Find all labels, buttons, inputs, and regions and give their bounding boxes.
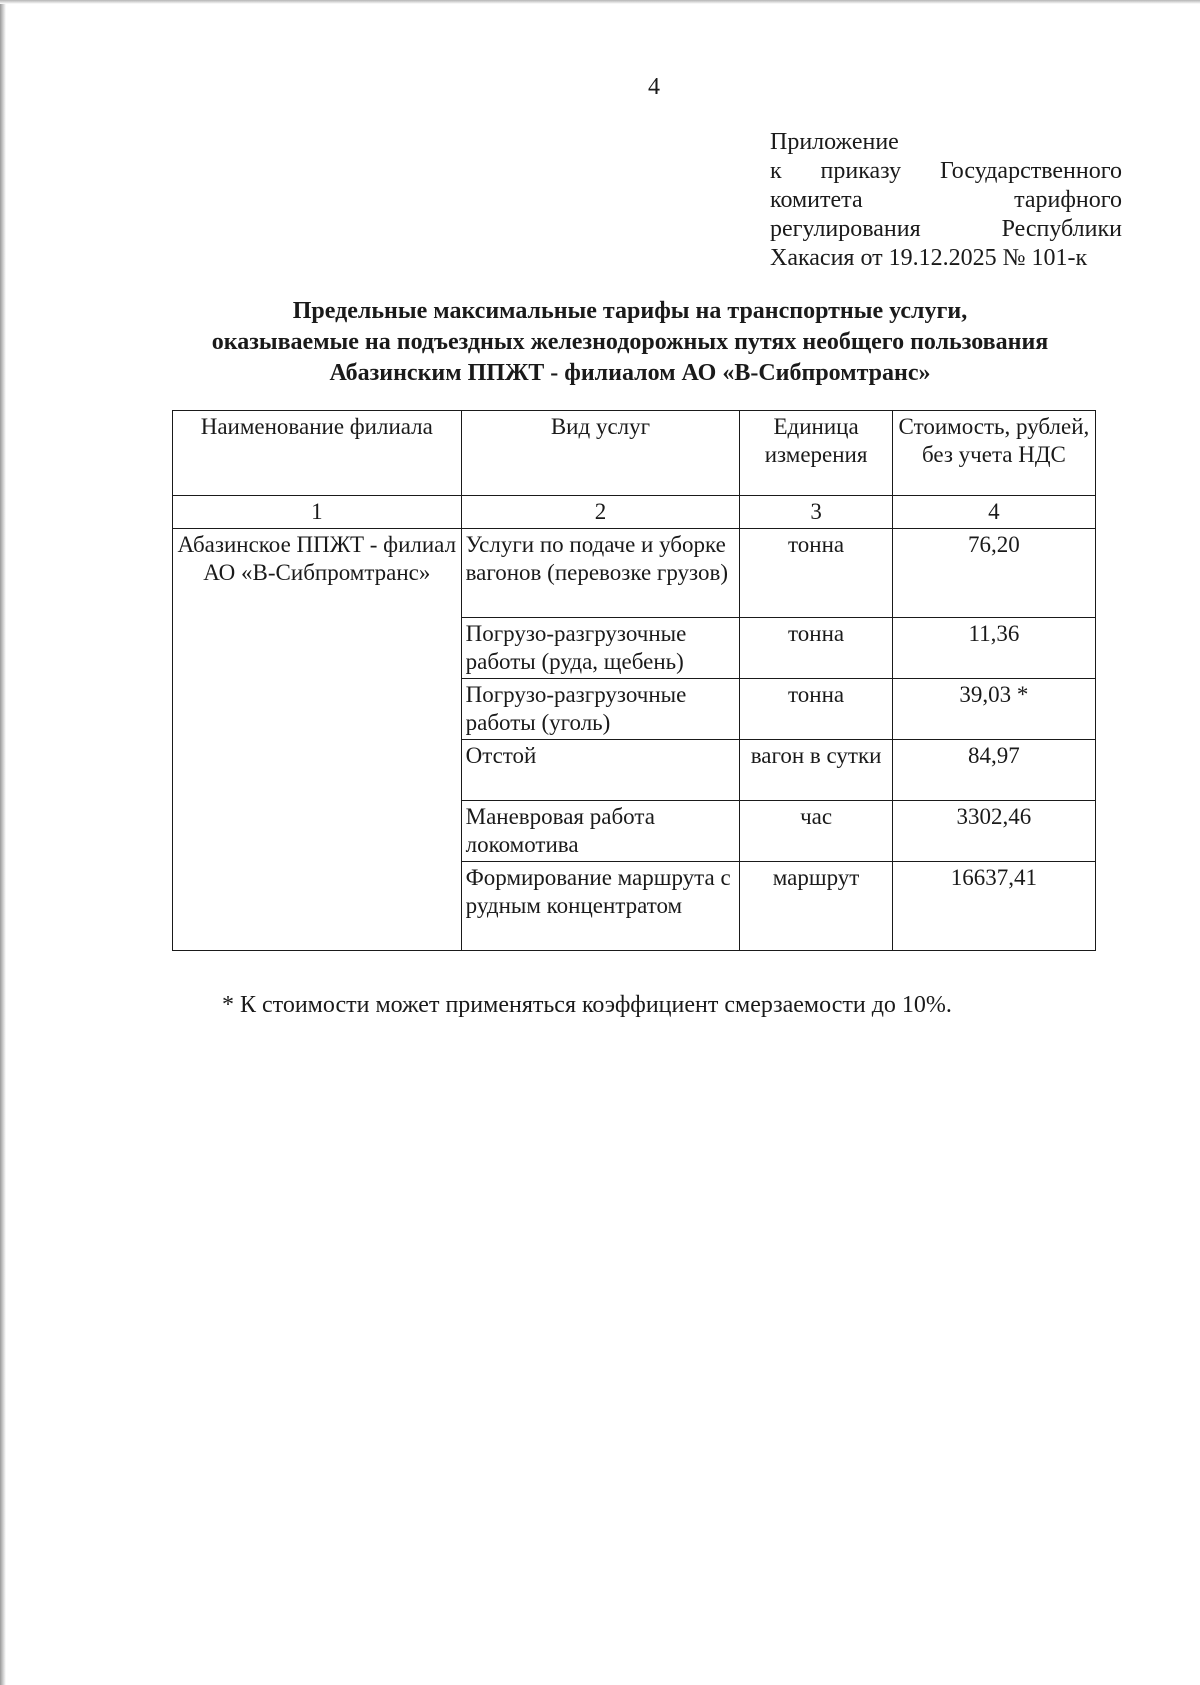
appendix-line-3: комитета тарифного <box>770 187 1122 213</box>
header-price: Стоимость, рублей, без учета НДС <box>892 411 1095 496</box>
price-cell: 84,97 <box>892 740 1095 801</box>
appendix-block <box>770 128 1122 273</box>
appendix-line-4: регулирования Республики <box>770 216 1122 242</box>
service-cell: Маневровая работа локомотива <box>461 801 740 862</box>
unit-cell: тонна <box>740 618 893 679</box>
service-cell: Погрузо-разгрузочные работы (руда, щебень) <box>461 618 740 679</box>
appendix-line-5: Хакасия от 19.12.2025 № 101-к <box>770 245 1088 271</box>
tariffs-table <box>172 410 1096 951</box>
price-cell: 76,20 <box>892 529 1095 618</box>
column-number-4: 4 <box>892 496 1095 529</box>
unit-cell: маршрут <box>740 862 893 951</box>
service-cell: Формирование маршрута с рудным концентратом <box>461 862 740 951</box>
unit-cell: тонна <box>740 529 893 618</box>
branch-name-cell: Абазинское ППЖТ - филиал АО «В-Сибпромтранс» <box>173 529 462 951</box>
column-numbers-row <box>173 496 1096 529</box>
table-row <box>173 529 1096 618</box>
header-unit: Единица измерения <box>740 411 893 496</box>
footnote: * К стоимости может применяться коэффициент смерзаемости до 10%. <box>222 992 952 1018</box>
header-branch: Наименование филиала <box>173 411 462 496</box>
price-cell: 16637,41 <box>892 862 1095 951</box>
unit-cell: тонна <box>740 679 893 740</box>
column-number-3: 3 <box>740 496 893 529</box>
title-line-1: Предельные максимальные тарифы на транспортные услуги, <box>292 298 968 324</box>
price-cell: 3302,46 <box>892 801 1095 862</box>
service-cell: Погрузо-разгрузочные работы (уголь) <box>461 679 740 740</box>
unit-cell: вагон в сутки <box>740 740 893 801</box>
scan-edge-top <box>0 0 1200 4</box>
service-cell: Услуги по подаче и уборке вагонов (перевозке грузов) <box>461 529 740 618</box>
title-line-3: Абазинским ППЖТ - филиалом АО «В-Сибпромтранс» <box>329 360 931 386</box>
scan-edge-left <box>0 0 6 1685</box>
column-number-1: 1 <box>173 496 462 529</box>
page-number: 4 <box>648 74 660 100</box>
table-header-row <box>173 411 1096 496</box>
appendix-line-1: Приложение <box>770 129 899 155</box>
service-cell: Отстой <box>461 740 740 801</box>
column-number-2: 2 <box>461 496 740 529</box>
title-line-2: оказываемые на подъездных железнодорожных путях необщего пользования <box>211 329 1049 355</box>
appendix-line-2: к приказу Государственного <box>770 158 1122 184</box>
price-cell: 39,03 * <box>892 679 1095 740</box>
unit-cell: час <box>740 801 893 862</box>
document-title <box>150 296 1110 389</box>
header-service: Вид услуг <box>461 411 740 496</box>
price-cell: 11,36 <box>892 618 1095 679</box>
